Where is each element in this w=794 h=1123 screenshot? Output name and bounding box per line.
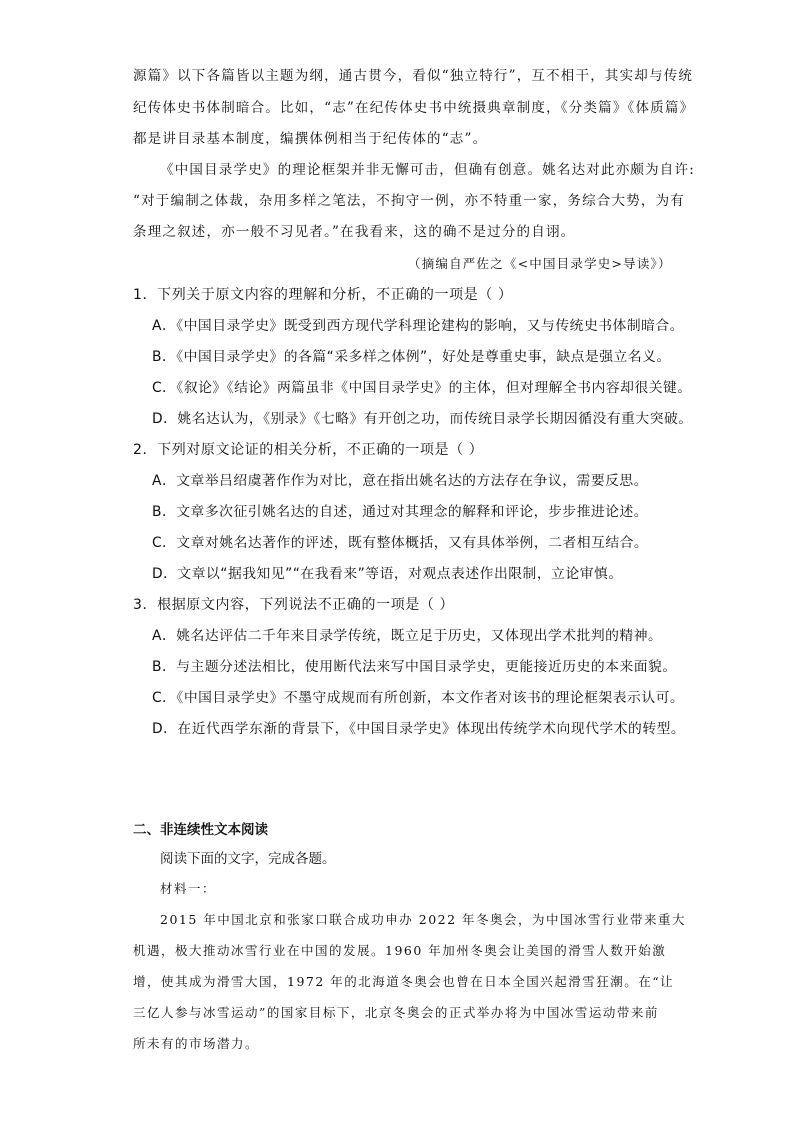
- question-option: C．文章对姚名达著作的评述，既有整体概括，又有具体举例，二者相互结合。: [152, 535, 649, 551]
- material-paragraph-line: 所未有的市场潜力。: [133, 1036, 260, 1051]
- material-paragraph-line: 机遇，极大推动冰雪行业在中国的发展。1960 年加州冬奥会让美国的滑雪人数开始激: [133, 943, 667, 958]
- passage-source: （摘编自严佐之《<中国目录学史>导读》）: [408, 256, 672, 271]
- question-option: B．文章多次征引姚名达的自述，通过对其理念的解释和评论，步步推进论述。: [152, 504, 649, 520]
- question-option: D．在近代西学东渐的背景下，《中国目录学史》体现出传统学术向现代学术的转型。: [152, 721, 686, 737]
- passage-line: 《中国目录学史》的理论框架并非无懈可击，但确有创意。姚名达对此亦颇为自许:: [160, 162, 695, 178]
- question-stem: 3．根据原文内容，下列说法不正确的一项是（ ）: [133, 597, 455, 613]
- material-paragraph-line: 增，使其成为滑雪大国，1972 年的北海道冬奥会也曾在日本全国兴起滑雪狂潮。在“让: [133, 974, 675, 989]
- question-stem: 2．下列对原文论证的相关分析，不正确的一项是（ ）: [133, 442, 484, 458]
- question-option: B．与主题分述法相比，使用断代法来写中国目录学史，更能接近历史的本来面貌。: [152, 659, 677, 675]
- question-stem: 1．下列关于原文内容的理解和分析，不正确的一项是（ ）: [133, 287, 513, 303]
- passage-line: 源篇》以下各篇皆以主题为纲，通古贯今，看似“独立特行”，互不相干，其实却与传统: [133, 68, 694, 84]
- question-option: A．《中国目录学史》既受到西方现代学科理论建构的影响，又与传统史书体制暗合。: [152, 318, 685, 334]
- material-label: 材料一：: [160, 881, 217, 896]
- passage-line: 都是讲目录基本制度，编撰体例相当于纪传体的“志”。: [133, 131, 488, 147]
- question-option: C．《叙论》《结论》两篇虽非《中国目录学史》的主体，但对理解全书内容却很关键。: [152, 380, 692, 396]
- passage-line: 条理之叙述，亦一般不习见者。”在我看来，这的确不是过分的自诩。: [133, 224, 576, 240]
- section-instruction: 阅读下面的文字，完成各题。: [160, 851, 336, 867]
- question-option: A．姚名达评估二千年来目录学传统，既立足于历史，又体现出学术批判的精神。: [152, 628, 663, 644]
- material-paragraph-line: 2015 年中国北京和张家口联合成功申办 2022 年冬奥会，为中国冰雪行业带来重大: [160, 912, 687, 927]
- passage-line: “对于编制之体裁，杂用多样之笔法，不拘守一例，亦不特重一家，务综合大势，为有: [133, 193, 686, 209]
- passage-line: 纪传体史书体制暗合。比如，“志”在纪传体史书中统摄典章制度，《分类篇》《体质篇》: [133, 100, 695, 116]
- question-option: C．《中国目录学史》不墨守成规而有所创新，本文作者对该书的理论框架表示认可。: [152, 690, 685, 706]
- question-option: B．《中国目录学史》的各篇“采多样之体例”，好处是尊重史事，缺点是强立名义。: [152, 349, 671, 365]
- question-option: D．姚名达认为，《别录》《七略》有开创之功，而传统目录学长期因循没有重大突破。: [152, 411, 693, 427]
- material-paragraph-line: 三亿人参与冰雪运动”的国家目标下，北京冬奥会的正式举办将为中国冰雪运动带来前: [133, 1005, 659, 1020]
- section-title: 二、非连续性文本阅读: [133, 822, 268, 838]
- question-option: A．文章举吕绍虞著作作为对比，意在指出姚名达的方法存在争议，需要反思。: [152, 473, 649, 489]
- question-option: D．文章以“据我知见”“在我看来”等语，对观点表述作出限制，立论审慎。: [152, 566, 623, 582]
